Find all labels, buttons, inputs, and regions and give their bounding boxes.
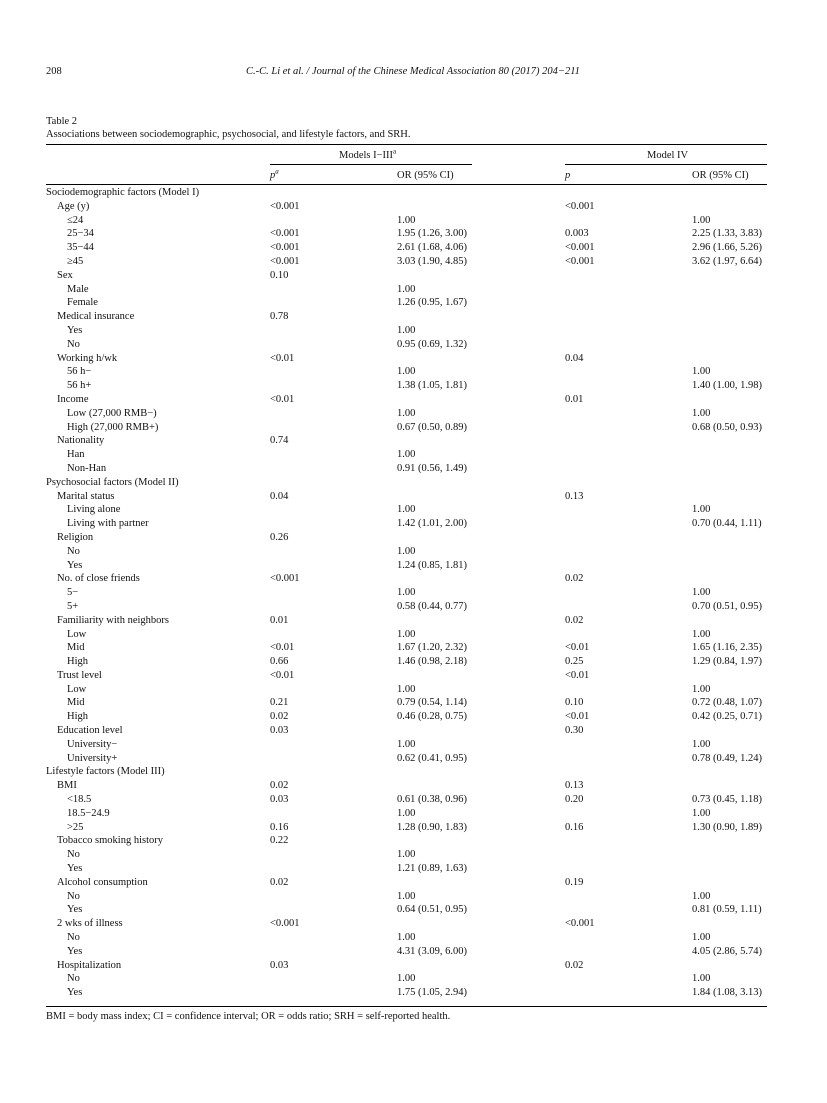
or-model-4: 1.00 xyxy=(692,214,711,226)
table-row xyxy=(46,241,767,255)
p-value-model-4: 0.16 xyxy=(565,821,584,833)
col-header-p1: $p^a$ xyxy=(270,167,279,181)
table-row xyxy=(46,710,767,724)
table-row xyxy=(46,393,767,407)
or-models-1-3: 2.61 (1.68, 4.06) xyxy=(397,242,467,254)
table-row xyxy=(46,959,767,973)
p-value-model-4: 0.02 xyxy=(565,573,584,585)
table-row xyxy=(46,214,767,228)
row-label: 56 h− xyxy=(67,366,92,378)
row-label: 2 wks of illness xyxy=(57,918,123,930)
or-models-1-3: 1.42 (1.01, 2.00) xyxy=(397,518,467,530)
p-value-model-4: 0.10 xyxy=(565,697,584,709)
table-row xyxy=(46,834,767,848)
row-label: Living alone xyxy=(67,504,121,516)
p-value-model-4: <0.01 xyxy=(565,642,590,654)
p-value-model-4: <0.001 xyxy=(565,255,595,267)
row-label: Han xyxy=(67,449,85,461)
or-model-4: 1.00 xyxy=(692,973,711,985)
row-label: No xyxy=(67,849,80,861)
table-row xyxy=(46,931,767,945)
or-models-1-3: 1.00 xyxy=(397,738,416,750)
p-value-models-1-3: <0.01 xyxy=(270,393,295,405)
row-label: Nationality xyxy=(57,435,105,447)
or-model-4: 0.78 (0.49, 1.24) xyxy=(692,752,762,764)
table-row xyxy=(46,490,767,504)
or-models-1-3: 1.00 xyxy=(397,849,416,861)
table-row xyxy=(46,352,767,366)
table-row xyxy=(46,310,767,324)
table-row xyxy=(46,269,767,283)
or-models-1-3: 4.31 (3.09, 6.00) xyxy=(397,945,467,957)
group-header-models-1-3: Models $I-III^a$ xyxy=(339,147,397,161)
table-row xyxy=(46,669,767,683)
or-model-4: 1.00 xyxy=(692,738,711,750)
row-label: Familiarity with neighbors xyxy=(57,614,169,626)
p-value-models-1-3: 0.02 xyxy=(270,876,289,888)
table-row xyxy=(46,641,767,655)
row-label: No. of close friends xyxy=(57,573,140,585)
or-models-1-3: 0.61 (0.38, 0.96) xyxy=(397,794,467,806)
row-label: 5− xyxy=(67,587,79,599)
table-row xyxy=(46,421,767,435)
row-label: >25 xyxy=(67,821,84,833)
row-label: High xyxy=(67,711,88,723)
or-models-1-3: 1.00 xyxy=(397,932,416,944)
or-model-4: 0.81 (0.59, 1.11) xyxy=(692,904,762,916)
table-row xyxy=(46,503,767,517)
table-row xyxy=(46,462,767,476)
group-rule-model-4 xyxy=(565,164,767,165)
page-number: 208 xyxy=(46,66,62,77)
p-value-models-1-3: 0.78 xyxy=(270,311,289,323)
or-models-1-3: 0.46 (0.28, 0.75) xyxy=(397,711,467,723)
table-label: Table 2 xyxy=(46,116,78,127)
row-label: 35−44 xyxy=(67,242,94,254)
table-row xyxy=(46,986,767,1000)
or-models-1-3: 0.67 (0.50, 0.89) xyxy=(397,421,467,433)
or-models-1-3: 0.58 (0.44, 0.77) xyxy=(397,600,467,612)
table-row xyxy=(46,545,767,559)
or-models-1-3: 1.00 xyxy=(397,545,416,557)
journal-citation: C.-C. Li et al. / Journal of the Chinese Medical Association 80 (2017) 204−211 xyxy=(246,66,580,77)
row-label: Alcohol consumption xyxy=(57,876,148,888)
row-label: High (27,000 RMB+) xyxy=(67,421,159,433)
or-models-1-3: 1.21 (0.89, 1.63) xyxy=(397,863,467,875)
p-value-models-1-3: 0.02 xyxy=(270,711,289,723)
group-header-model-4: Model IV xyxy=(647,150,689,161)
or-models-1-3: 1.00 xyxy=(397,283,416,295)
row-label: No xyxy=(67,932,80,944)
p-value-models-1-3: 0.03 xyxy=(270,725,289,737)
row-label: Medical insurance xyxy=(57,311,135,323)
or-model-4: 2.96 (1.66, 5.26) xyxy=(692,242,762,254)
col-header-or1: OR (95% CI) xyxy=(397,170,454,181)
row-label: Income xyxy=(57,393,89,405)
p-value-models-1-3: <0.001 xyxy=(270,255,300,267)
row-label: Mid xyxy=(67,697,85,709)
p-value-model-4: 0.003 xyxy=(565,228,589,240)
row-label: ≤24 xyxy=(67,214,84,226)
table-row xyxy=(46,876,767,890)
row-label: Low (27,000 RMB−) xyxy=(67,407,157,419)
row-label: University− xyxy=(67,738,118,750)
table-title: Associations between sociodemographic, psychosocial, and lifestyle factors, and SRH. xyxy=(46,129,411,140)
p-value-models-1-3: 0.26 xyxy=(270,531,289,543)
or-models-1-3: 1.00 xyxy=(397,628,416,640)
p-value-models-1-3: 0.21 xyxy=(270,697,289,709)
p-value-models-1-3: <0.001 xyxy=(270,228,300,240)
table-row xyxy=(46,600,767,614)
row-label: 5+ xyxy=(67,600,79,612)
p-value-models-1-3: 0.03 xyxy=(270,959,289,971)
or-models-1-3: 1.00 xyxy=(397,587,416,599)
or-model-4: 0.68 (0.50, 0.93) xyxy=(692,421,762,433)
table-row xyxy=(46,779,767,793)
or-models-1-3: 1.00 xyxy=(397,973,416,985)
or-model-4: 1.40 (1.00, 1.98) xyxy=(692,380,762,392)
table-row xyxy=(46,572,767,586)
table-row xyxy=(46,972,767,986)
p-value-model-4: <0.001 xyxy=(565,242,595,254)
table-row xyxy=(46,200,767,214)
table-row xyxy=(46,848,767,862)
table-row xyxy=(46,324,767,338)
p-value-models-1-3: 0.22 xyxy=(270,835,289,847)
row-label: Yes xyxy=(67,324,83,336)
or-models-1-3: 1.00 xyxy=(397,366,416,378)
table-row xyxy=(46,738,767,752)
or-model-4: 0.73 (0.45, 1.18) xyxy=(692,794,762,806)
row-label: 56 h+ xyxy=(67,380,92,392)
row-label: No xyxy=(67,545,80,557)
or-models-1-3: 0.95 (0.69, 1.32) xyxy=(397,338,467,350)
p-value-models-1-3: 0.74 xyxy=(270,435,289,447)
or-model-4: 1.00 xyxy=(692,932,711,944)
p-value-model-4: 0.04 xyxy=(565,352,584,364)
or-models-1-3: 1.24 (0.85, 1.81) xyxy=(397,559,467,571)
table-row xyxy=(46,862,767,876)
table-row xyxy=(46,807,767,821)
or-model-4: 0.72 (0.48, 1.07) xyxy=(692,697,762,709)
table-row xyxy=(46,683,767,697)
table-row xyxy=(46,765,767,779)
row-label: Working h/wk xyxy=(57,352,118,364)
p-value-model-4: 0.02 xyxy=(565,614,584,626)
p-value-models-1-3: <0.01 xyxy=(270,669,295,681)
or-models-1-3: 1.28 (0.90, 1.83) xyxy=(397,821,467,833)
table-row xyxy=(46,365,767,379)
table-row xyxy=(46,559,767,573)
p-value-model-4: <0.001 xyxy=(565,200,595,212)
p-value-models-1-3: 0.66 xyxy=(270,656,289,668)
or-models-1-3: 1.67 (1.20, 2.32) xyxy=(397,642,467,654)
or-model-4: 1.00 xyxy=(692,504,711,516)
row-label: University+ xyxy=(67,752,118,764)
or-model-4: 3.62 (1.97, 6.64) xyxy=(692,255,762,267)
row-label: 18.5−24.9 xyxy=(67,807,110,819)
or-model-4: 0.70 (0.51, 0.95) xyxy=(692,600,762,612)
table-row xyxy=(46,227,767,241)
p-value-model-4: 0.25 xyxy=(565,656,584,668)
or-model-4: 0.42 (0.25, 0.71) xyxy=(692,711,762,723)
p-value-model-4: 0.13 xyxy=(565,490,584,502)
or-models-1-3: 1.46 (0.98, 2.18) xyxy=(397,656,467,668)
row-label: Yes xyxy=(67,863,83,875)
or-model-4: 0.70 (0.44, 1.11) xyxy=(692,518,762,530)
or-model-4: 1.00 xyxy=(692,683,711,695)
row-label: Yes xyxy=(67,987,83,999)
table-row xyxy=(46,517,767,531)
or-models-1-3: 0.91 (0.56, 1.49) xyxy=(397,462,467,474)
table-row xyxy=(46,724,767,738)
or-models-1-3: 0.79 (0.54, 1.14) xyxy=(397,697,467,709)
row-label: Tobacco smoking history xyxy=(57,835,163,847)
table-body xyxy=(46,186,767,1000)
or-model-4: 1.00 xyxy=(692,366,711,378)
p-value-model-4: 0.02 xyxy=(565,959,584,971)
or-models-1-3: 1.00 xyxy=(397,807,416,819)
or-models-1-3: 1.75 (1.05, 2.94) xyxy=(397,987,467,999)
p-value-model-4: <0.001 xyxy=(565,918,595,930)
row-label: Sociodemographic factors (Model I) xyxy=(46,187,200,198)
or-models-1-3: 1.00 xyxy=(397,683,416,695)
table-row xyxy=(46,821,767,835)
row-label: Hospitalization xyxy=(57,959,122,971)
row-label: No xyxy=(67,890,80,902)
row-label: Psychosocial factors (Model II) xyxy=(46,476,179,488)
running-head xyxy=(46,66,781,80)
table-row xyxy=(46,283,767,297)
row-label: Trust level xyxy=(57,669,102,681)
p-value-models-1-3: <0.01 xyxy=(270,352,295,364)
col-header-p2: p xyxy=(565,170,571,181)
table-row xyxy=(46,890,767,904)
table-row xyxy=(46,531,767,545)
table-row xyxy=(46,752,767,766)
or-models-1-3: 0.64 (0.51, 0.95) xyxy=(397,904,467,916)
table-row xyxy=(46,407,767,421)
table-row xyxy=(46,628,767,642)
row-label: Education level xyxy=(57,725,123,737)
p-value-models-1-3: <0.001 xyxy=(270,200,300,212)
or-models-1-3: 1.95 (1.26, 3.00) xyxy=(397,228,467,240)
or-models-1-3: 1.00 xyxy=(397,449,416,461)
table-row xyxy=(46,476,767,490)
p-value-model-4: 0.20 xyxy=(565,794,584,806)
table-row xyxy=(46,917,767,931)
p-value-models-1-3: 0.03 xyxy=(270,794,289,806)
p-value-models-1-3: <0.001 xyxy=(270,918,300,930)
row-label: Non-Han xyxy=(67,462,107,474)
p-value-model-4: 0.19 xyxy=(565,876,584,888)
p-value-models-1-3: 0.02 xyxy=(270,780,289,792)
row-label: No xyxy=(67,338,80,350)
p-value-models-1-3: <0.01 xyxy=(270,642,295,654)
table-row xyxy=(46,614,767,628)
p-value-models-1-3: 0.16 xyxy=(270,821,289,833)
or-model-4: 1.65 (1.16, 2.35) xyxy=(692,642,762,654)
table-row xyxy=(46,655,767,669)
table-top-rule xyxy=(46,144,767,145)
table-row xyxy=(46,379,767,393)
table-caption xyxy=(46,115,411,141)
or-models-1-3: 1.00 xyxy=(397,407,416,419)
table-row xyxy=(46,945,767,959)
p-value-model-4: 0.01 xyxy=(565,393,584,405)
table-row xyxy=(46,255,767,269)
table-footnote: BMI = body mass index; CI = confidence interval; OR = odds ratio; SRH = self-reported health. xyxy=(46,1011,451,1022)
p-value-model-4: 0.30 xyxy=(565,725,584,737)
row-label: Lifestyle factors (Model III) xyxy=(46,766,165,778)
or-models-1-3: 1.38 (1.05, 1.81) xyxy=(397,380,467,392)
or-models-1-3: 3.03 (1.90, 4.85) xyxy=(397,255,467,267)
row-label: Female xyxy=(67,297,98,309)
table-row xyxy=(46,793,767,807)
p-value-models-1-3: <0.001 xyxy=(270,573,300,585)
table-row xyxy=(46,448,767,462)
or-models-1-3: 1.00 xyxy=(397,324,416,336)
row-label: <18.5 xyxy=(67,794,92,806)
table-header-rule xyxy=(46,184,767,185)
table-row xyxy=(46,296,767,310)
or-model-4: 1.00 xyxy=(692,628,711,640)
row-label: 25−34 xyxy=(67,228,94,240)
or-model-4: 1.00 xyxy=(692,890,711,902)
col-header-or2: OR (95% CI) xyxy=(692,170,749,181)
or-models-1-3: 1.00 xyxy=(397,890,416,902)
row-label: Low xyxy=(67,628,87,640)
row-label: Living with partner xyxy=(67,518,149,530)
p-value-models-1-3: <0.001 xyxy=(270,242,300,254)
row-label: Marital status xyxy=(57,490,115,502)
or-model-4: 1.00 xyxy=(692,407,711,419)
or-models-1-3: 1.00 xyxy=(397,504,416,516)
row-label: Religion xyxy=(57,531,94,543)
table-row xyxy=(46,434,767,448)
row-label: High xyxy=(67,656,88,668)
group-rule-models-1-3 xyxy=(270,164,472,165)
or-models-1-3: 1.00 xyxy=(397,214,416,226)
or-models-1-3: 0.62 (0.41, 0.95) xyxy=(397,752,467,764)
row-label: BMI xyxy=(57,780,77,792)
table-bottom-rule xyxy=(46,1006,767,1007)
table-row xyxy=(46,186,767,200)
row-label: No xyxy=(67,973,80,985)
or-model-4: 2.25 (1.33, 3.83) xyxy=(692,228,762,240)
row-label: Low xyxy=(67,683,87,695)
p-value-model-4: <0.01 xyxy=(565,711,590,723)
p-value-models-1-3: 0.01 xyxy=(270,614,289,626)
p-value-model-4: 0.13 xyxy=(565,780,584,792)
or-model-4: 4.05 (2.86, 5.74) xyxy=(692,945,762,957)
row-label: ≥45 xyxy=(67,255,84,267)
p-value-model-4: <0.01 xyxy=(565,669,590,681)
or-model-4: 1.84 (1.08, 3.13) xyxy=(692,987,762,999)
row-label: Yes xyxy=(67,559,83,571)
p-value-models-1-3: 0.10 xyxy=(270,269,289,281)
or-model-4: 1.30 (0.90, 1.89) xyxy=(692,821,762,833)
row-label: Sex xyxy=(57,269,73,281)
or-model-4: 1.00 xyxy=(692,587,711,599)
or-model-4: 1.00 xyxy=(692,807,711,819)
row-label: Mid xyxy=(67,642,85,654)
or-models-1-3: 1.26 (0.95, 1.67) xyxy=(397,297,467,309)
table-row xyxy=(46,696,767,710)
p-value-models-1-3: 0.04 xyxy=(270,490,289,502)
row-label: Yes xyxy=(67,945,83,957)
row-label: Male xyxy=(67,283,89,295)
table-row xyxy=(46,338,767,352)
or-model-4: 1.29 (0.84, 1.97) xyxy=(692,656,762,668)
table-row xyxy=(46,903,767,917)
row-label: Age (y) xyxy=(57,200,90,212)
row-label: Yes xyxy=(67,904,83,916)
table-row xyxy=(46,586,767,600)
